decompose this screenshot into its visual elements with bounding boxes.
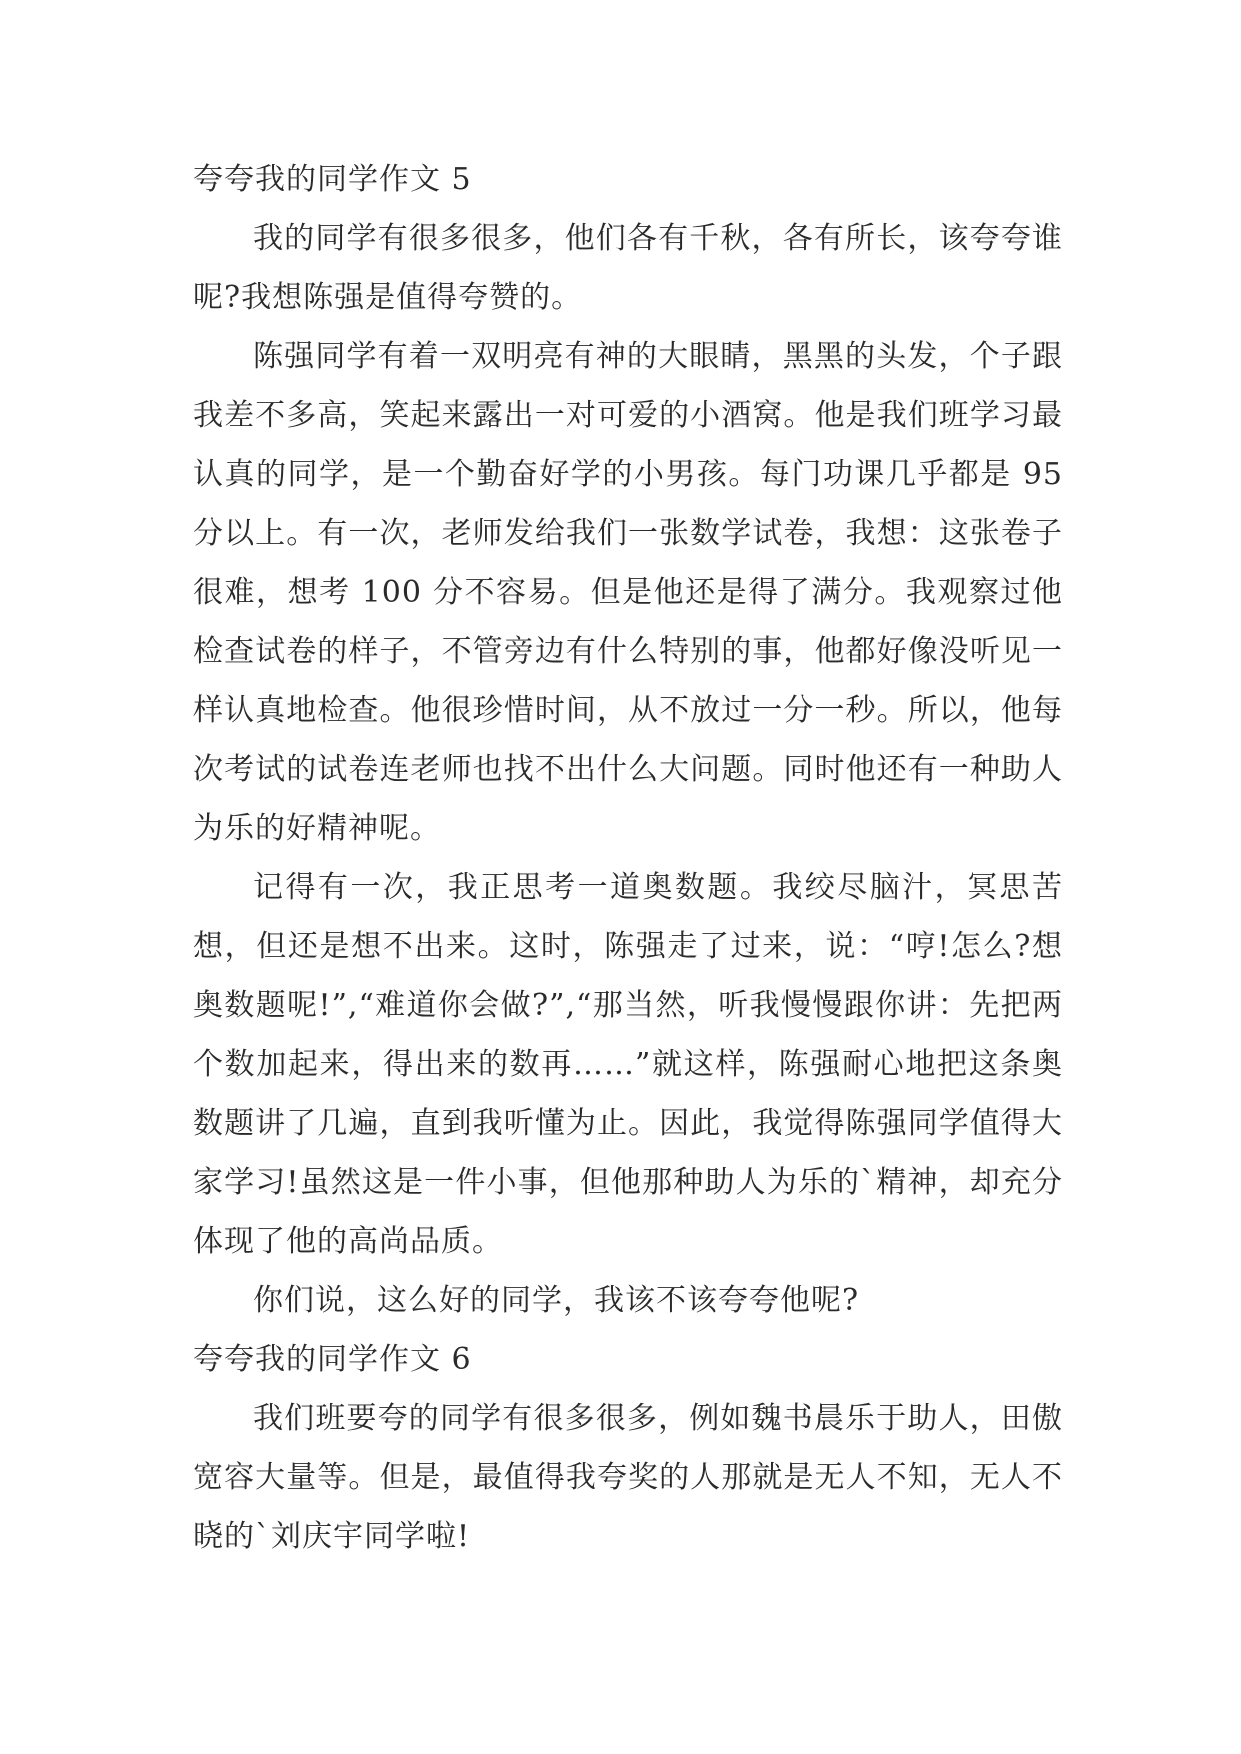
essay-section-6 — [193, 1330, 1063, 1566]
paragraph: 陈强同学有着一双明亮有神的大眼睛，黑黑的头发，个子跟我差不多高，笑起来露出一对可爱的小酒窝。他是我们班学习最认真的同学，是一个勤奋好学的小男孩。每门功课几乎都是 95 分以上。有一次，老师发给我们一张数学试卷，我想：这张卷子很难，想考 100 分不容易。但是他还是得了满分。我观察过他检查试卷的样子，不管旁边有什么特别的事，他都好像没听见一样认真地检查。他很珍惜时间，从不放过一分一秒。所以，他每次考试的试卷连老师也找不出什么大问题。同时他还有一种助人为乐的好精神呢。 — [193, 339, 1063, 846]
paragraph: 我的同学有很多很多，他们各有千秋，各有所长，该夸夸谁呢?我想陈强是值得夸赞的。 — [193, 221, 1063, 315]
document-page — [193, 150, 1063, 1566]
paragraph: 我们班要夸的同学有很多很多，例如魏书晨乐于助人，田傲宽容大量等。但是，最值得我夸奖的人那就是无人不知，无人不晓的`刘庆宇同学啦! — [193, 1401, 1063, 1554]
section-title: 夸夸我的同学作文 6 — [193, 1342, 472, 1377]
essay-section-5 — [193, 150, 1063, 1330]
paragraph: 记得有一次，我正思考一道奥数题。我绞尽脑汁，冥思苦想，但还是想不出来。这时，陈强走了过来，说：“哼!怎么?想奥数题呢!”,“难道你会做?”,“那当然，听我慢慢跟你讲：先把两个数加起来，得出来的数再……”就这样，陈强耐心地把这条奥数题讲了几遍，直到我听懂为止。因此，我觉得陈强同学值得大家学习!虽然这是一件小事，但他那种助人为乐的`精神，却充分体现了他的高尚品质。 — [193, 870, 1063, 1259]
section-title: 夸夸我的同学作文 5 — [193, 162, 472, 197]
paragraph: 你们说，这么好的同学，我该不该夸夸他呢? — [253, 1283, 860, 1318]
